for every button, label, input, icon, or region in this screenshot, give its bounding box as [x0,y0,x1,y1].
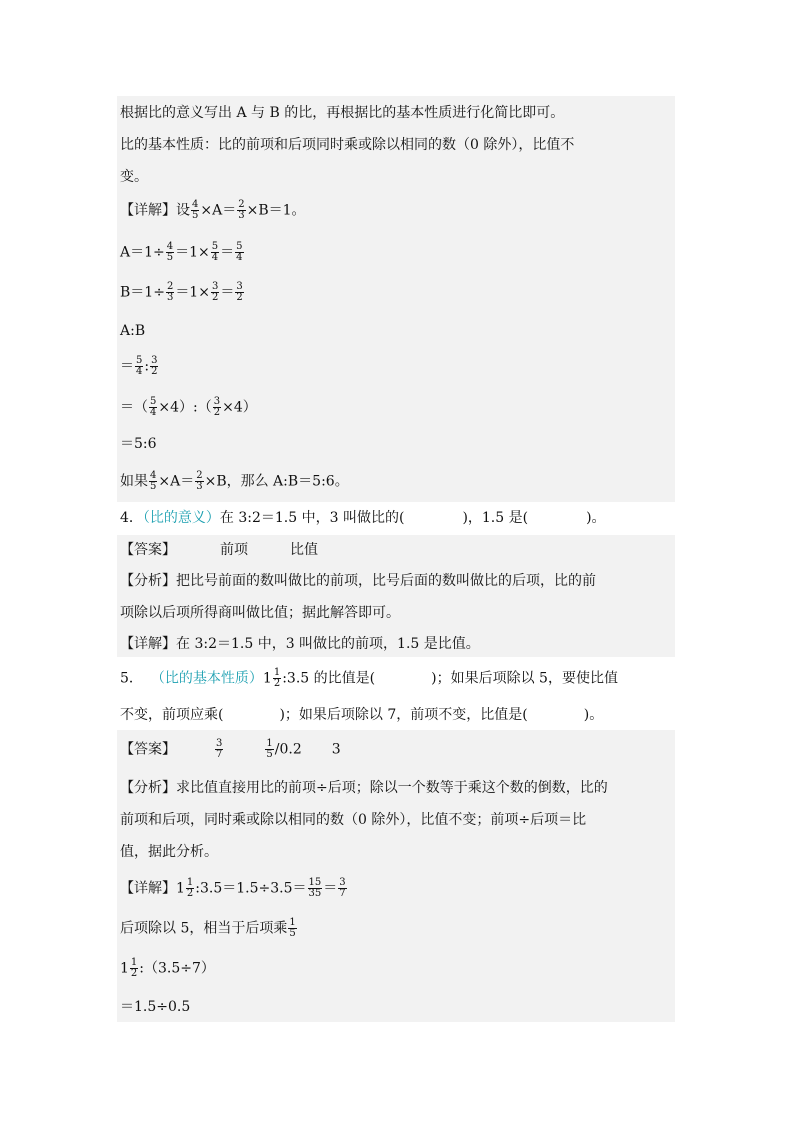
text-line: ＝1.5÷0.5 [120,999,191,1015]
text: ×4）:（ [158,399,212,416]
equation-line [120,356,675,377]
text-line: A:B [120,323,146,339]
text: :（3.5÷7） [139,960,215,977]
mixed-number: 1 $\frac{1}{2}$ [262,667,281,689]
text: 后项除以 5，相当于后项乘 [120,920,288,937]
question-5-cont [120,705,675,725]
fraction: $\frac{5}{4}$ [236,241,243,263]
text: )。 [583,707,604,723]
text: 把比号前面的数叫做比的前项，比号后面的数叫做比的后项，比的前 [176,573,596,589]
answer-label: 【答案】 [120,741,176,758]
analysis-label: 【分析】 [120,780,176,796]
fraction: $\frac{2}{3}$ [196,470,203,492]
text: ＝ [120,358,134,375]
answer-fraction: $\frac{1}{5}$ [266,738,273,760]
answer-fraction: $\frac{3}{7}$ [216,738,223,760]
text: ×4） [222,399,257,416]
fraction: $\frac{3}{2}$ [151,355,158,377]
fraction: $\frac{15}{35}$ [308,877,322,899]
text-line: 项除以后项所得商叫做比值；据此解答即可。 [120,605,400,621]
detail-line [120,878,675,899]
fraction: $\frac{1}{5}$ [289,917,296,939]
mixed-number: 1 $\frac{1}{2}$ [120,957,138,979]
equation-line [120,242,675,263]
text: :3.5＝1.5÷3.5＝ [195,880,307,897]
text: ×B，那么 A:B＝5:6。 [204,473,349,490]
fraction: $\frac{3}{2}$ [236,281,243,303]
text: )；如果后项除以 5，要使比值 [431,670,618,687]
answer-label: 【答案】 [120,542,176,558]
text: : [144,358,150,375]
detail-line [120,200,675,221]
detail-label: 【详解】 [120,636,176,652]
text-line: 值，据此分析。 [120,844,218,860]
text: )；如果后项除以 7，前项不变，比值是( [279,707,528,723]
text: )。 [586,510,606,526]
text: ＝1× [175,284,210,301]
fraction: $\frac{5}{4}$ [211,241,219,263]
text: A＝1÷ [120,244,165,261]
answer-value: 3 [331,741,341,758]
text: ×B＝1。 [246,202,306,219]
text: ＝ [220,244,235,261]
fraction: $\frac{2}{3}$ [238,199,245,221]
text-line: 变。 [120,169,148,185]
answer-value: /0.2 [274,741,302,758]
fraction: $\frac{5}{4}$ [150,396,157,418]
question-number: 5． [120,670,143,687]
text: )，1.5 是( [462,510,529,526]
text-line: ＝5:6 [120,436,157,452]
fraction: $\frac{4}{5}$ [192,199,199,221]
fraction: $\frac{4}{5}$ [150,470,157,492]
text: ＝（ [120,399,148,416]
equation-line [120,397,675,418]
detail-label: 【详解】 [120,202,176,219]
text: ×A＝ [200,202,237,219]
detail-line [120,634,675,654]
text: 如果 [120,473,148,490]
text-line: 前项和后项，同时乘或除以相同的数（0 除外），比值不变；前项÷后项＝比 [120,812,587,828]
answer-value: 比值 [290,542,318,558]
analysis-label: 【分析】 [120,573,176,589]
text: 求比值直接用比的前项÷后项；除以一个数等于乘这个数的倒数，比的 [176,780,608,796]
equation-line [120,282,675,303]
text: 在 3:2＝1.5 中，3 叫做比的前项，1.5 是比值。 [176,636,480,652]
fraction: $\frac{5}{4}$ [136,355,143,377]
answer-line [120,739,675,760]
text-line: 比的基本性质：比的前项和后项同时乘或除以相同的数（0 除外），比值不 [120,137,575,153]
text: 不变，前项应乘( [120,707,224,723]
fraction: $\frac{3}{2}$ [211,281,219,303]
detail-label: 【详解】 [120,880,176,897]
fraction: $\frac{2}{3}$ [166,281,174,303]
topic-tag: （比的基本性质） [150,670,263,687]
text: 设 [176,202,190,219]
text-line [120,918,675,939]
text: B＝1÷ [120,284,165,301]
analysis-line [120,778,675,798]
equation-line [120,471,675,492]
text-line: 根据比的意义写出 A 与 B 的比，再根据比的基本性质进行化简比即可。 [120,105,565,121]
answer-value: 前项 [220,542,248,558]
equation-line [120,958,675,979]
question-5 [120,668,675,689]
answer-line [120,540,675,560]
analysis-line [120,571,675,591]
question-4 [120,508,675,528]
text: ×A＝ [158,473,195,490]
text: 在 3:2＝1.5 中，3 叫做比的( [219,510,405,526]
question-number: 4． [120,510,143,526]
text: ＝ [323,880,338,897]
text: ＝ [220,284,235,301]
mixed-number: 1 $\frac{1}{2}$ [176,877,194,899]
fraction: $\frac{4}{5}$ [166,241,174,263]
text: ＝1× [175,244,210,261]
text: :3.5 的比值是( [282,670,376,687]
fraction: $\frac{3}{7}$ [339,877,346,899]
fraction: $\frac{3}{2}$ [213,396,221,418]
topic-tag: （比的意义） [142,510,220,526]
